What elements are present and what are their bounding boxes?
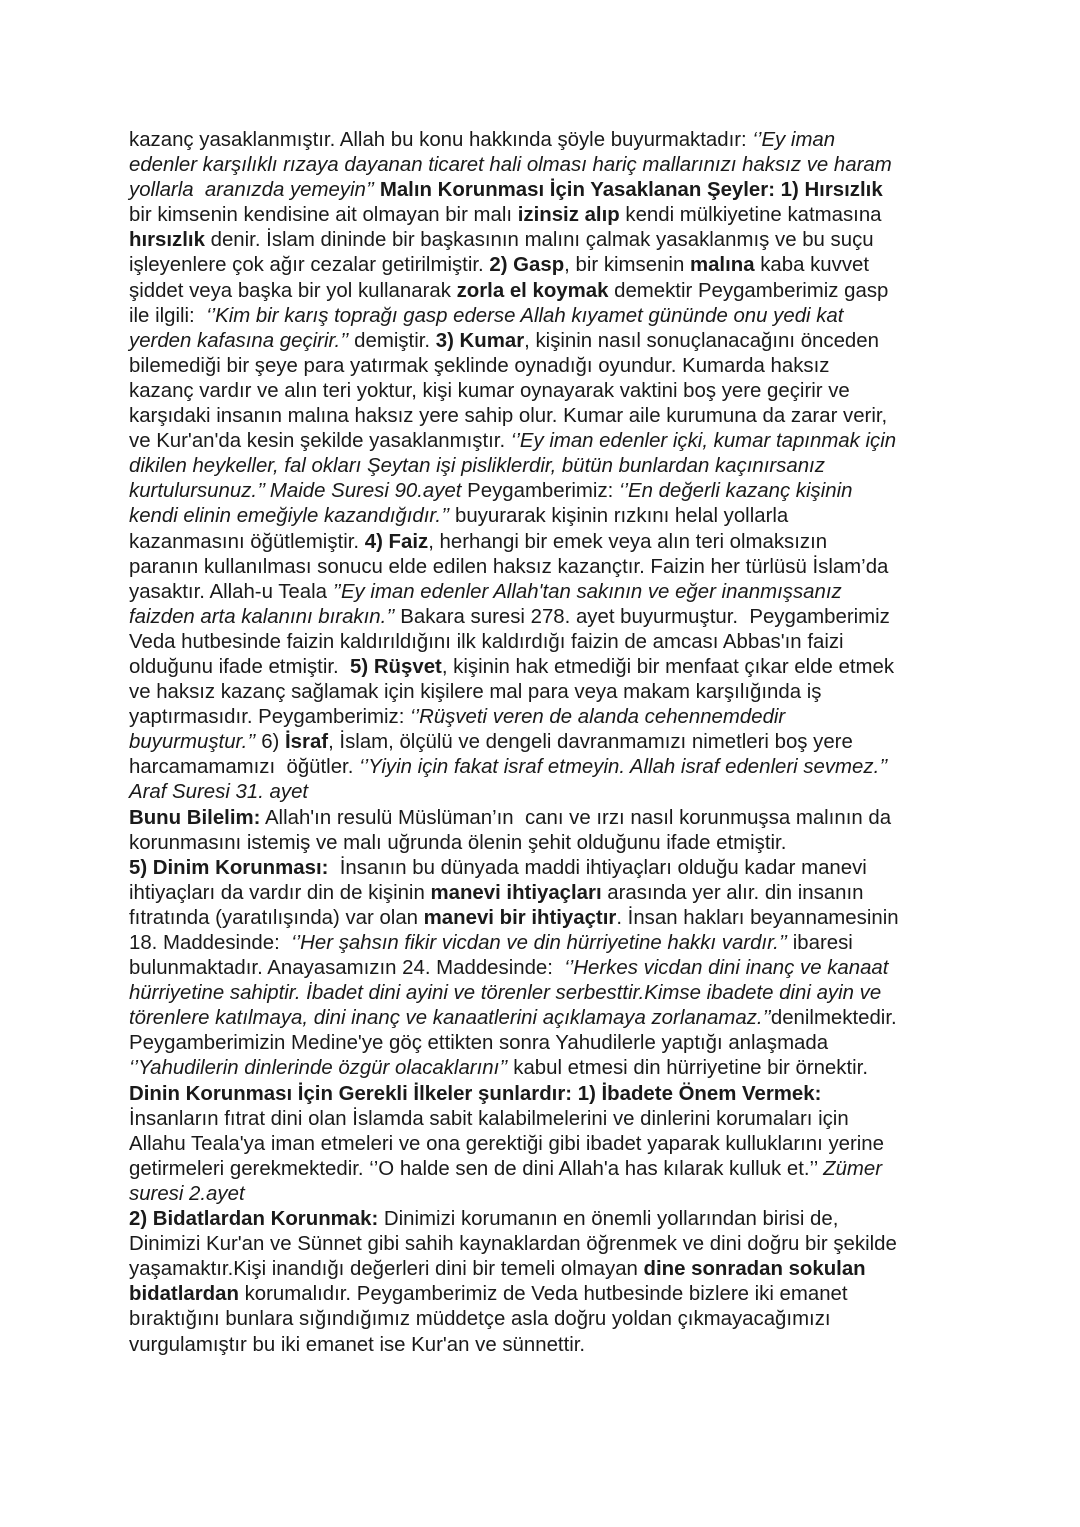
text-line: [129, 931, 959, 956]
text-line: [129, 680, 959, 705]
italic-text-run: suresi 2.ayet: [129, 1182, 245, 1205]
bold-text-run: Bunu Bilelim:: [129, 806, 261, 829]
text-line: [129, 605, 959, 630]
text-run: denir. İslam dininde bir başkasının malını çalmak yasaklanmış ve bu suçu: [204, 229, 874, 252]
text-line: [129, 1232, 959, 1257]
italic-text-run: ‘’Rüşveti veren de alanda cehennemdedir: [410, 706, 786, 729]
italic-text-run: buyurmuştur.’’: [129, 731, 256, 754]
text-run: arasında yer alır. din insanın: [601, 881, 864, 904]
bold-text-run: dine sonradan sokulan: [643, 1258, 866, 1281]
text-line: [129, 1157, 959, 1182]
text-run: kazanç vardır ve alın teri yoktur, kişi kumar oynayarak vaktini boş yere geçirir ve: [129, 379, 850, 402]
text-run: kazanç yasaklanmıştır. Allah bu konu hakkında şöyle buyurmaktadır:: [129, 129, 753, 151]
text-run: kazanmasını öğütlemiştir.: [129, 530, 365, 553]
text-line: [129, 1006, 959, 1031]
italic-text-run: ‘’Kim bir karış toprağı gasp ederse Allah kıyamet gününde onu yedi kat: [206, 304, 844, 327]
text-line: [129, 580, 959, 605]
text-run: bir kimsenin kendisine ait olmayan bir malı: [129, 204, 518, 227]
document-body: [129, 128, 959, 1358]
text-run: bulunmaktadır. Anayasamızın 24. Maddesinde:: [129, 957, 565, 980]
text-run: ile ilgili:: [129, 304, 207, 327]
text-line: [129, 906, 959, 931]
text-line: [129, 1333, 959, 1358]
text-line: [129, 630, 959, 655]
text-line: [129, 304, 959, 329]
text-line: [129, 831, 959, 856]
text-run: . İnsan hakları beyannamesinin: [616, 906, 899, 929]
text-line: [129, 429, 959, 454]
text-run: , kişinin nasıl sonuçlanacağını önceden: [524, 329, 879, 352]
text-run: yaptırmasıdır. Peygamberimiz:: [129, 706, 411, 729]
text-run: harcamamamızı öğütler.: [129, 756, 360, 779]
italic-text-run: faizden arta kalanını bırakın.’’: [129, 605, 395, 628]
text-run: Allah'ın resulü Müslüman’ın canı ve ırzı nasıl korunmuşsa malının da: [260, 806, 892, 829]
text-line: [129, 1207, 959, 1232]
text-run: ve Kur'an'da kesin şekilde yasaklanmıştır.: [129, 430, 511, 453]
text-run: olduğunu ifade etmiştir.: [129, 655, 351, 678]
text-line: [129, 806, 959, 831]
italic-text-run: Zümer: [823, 1157, 883, 1180]
bold-text-run: manevi ihtiyaçları: [430, 881, 602, 904]
bold-text-run: Dinin Korunması İçin Gerekli İlkeler şunlardır: 1) İbadete Önem Vermek:: [129, 1082, 822, 1105]
text-run: kaba kuvvet: [754, 254, 870, 277]
text-run: kendi mülkiyetine katmasına: [619, 204, 882, 227]
text-run: yasaktır. Allah-u Teala: [129, 580, 333, 603]
text-line: [129, 354, 959, 379]
text-run: bıraktığını bunlara sığındığımız müddetçe asla doğru yoldan çıkmayacağımızı: [129, 1308, 831, 1331]
italic-text-run: yollarla aranızda yemeyin’’: [129, 179, 375, 202]
text-run: işleyenlere çok ağır cezalar getirilmiştir.: [129, 254, 490, 277]
text-run: Allahu Teala'ya iman etmeleri ve ona gerektiği gibi ibadet yaparak kulluklarını yerine: [129, 1132, 884, 1155]
text-run: , İslam, ölçülü ve dengeli davranmamızı nimetleri boş yere: [328, 731, 853, 754]
italic-text-run: ’’Ey iman edenler Allah'tan sakının ve eğer inanmışsanız: [332, 580, 842, 603]
text-run: , herhangi bir emek veya alın teri olmaksızın: [428, 530, 828, 553]
bold-text-run: 2) Gasp: [489, 254, 565, 277]
text-run: bilemediği bir şeye para yatırmak şeklinde oynadığı oyundur. Kumarda haksız: [129, 354, 830, 377]
text-run: 18. Maddesinde:: [129, 932, 292, 954]
italic-text-run: dikilen heykeller, fal okları Şeytan işi pisliklerdir, bütün bunlardan kaçınırsanız: [129, 455, 825, 478]
text-run: karşıdaki insanın malına haksız yere sahip olur. Kumar aile kurumuna da zarar verir,: [129, 405, 888, 428]
text-run: demektir Peygamberimiz gasp: [608, 279, 889, 302]
text-run: denilmektedir.: [770, 1007, 897, 1030]
italic-text-run: ‘’Herkes vicdan dini inanç ve kanaat: [564, 957, 889, 980]
bold-text-run: 2) Bidatlardan Korunmak:: [129, 1208, 379, 1231]
bold-text-run: manevi bir ihtiyaçtır: [423, 906, 617, 929]
text-line: [129, 253, 959, 278]
text-run: , bir kimsenin: [564, 254, 690, 277]
text-line: [129, 454, 959, 479]
text-line: [129, 178, 959, 203]
text-line: [129, 1282, 959, 1307]
text-run: , kişinin hak etmediği bir menfaat çıkar elde etmek: [441, 655, 895, 678]
text-line: [129, 1132, 959, 1157]
text-line: [129, 1031, 959, 1056]
italic-text-run: edenler karşılıklı rızaya dayanan ticaret hali olması hariç mallarınızı haksız ve haram: [129, 154, 892, 177]
text-line: [129, 153, 959, 178]
text-run: ihtiyaçları da vardır din de kişinin: [129, 881, 431, 904]
text-run: vurgulamıştır bu iki emanet ise Kur'an ve sünnettir.: [129, 1333, 586, 1356]
text-run: şiddet veya başka bir yol kullanarak: [129, 279, 457, 302]
bold-text-run: malına: [689, 254, 755, 277]
bold-text-run: Malın Korunması İçin Yasaklanan Şeyler: 1) Hırsızlık: [379, 179, 883, 202]
text-line: [129, 655, 959, 680]
bold-text-run: 3) Kumar: [435, 329, 525, 352]
text-line: [129, 1257, 959, 1282]
text-line: [129, 881, 959, 906]
text-line: [129, 228, 959, 253]
text-line: [129, 755, 959, 780]
italic-text-run: ‘’Yahudilerin dinlerinde özgür olacaklarını’’: [129, 1057, 508, 1080]
text-run: demiştir.: [348, 329, 436, 352]
text-line: [129, 203, 959, 228]
text-line: [129, 1307, 959, 1332]
text-line: [129, 1107, 959, 1132]
text-line: [129, 530, 959, 555]
text-run: Veda hutbesinde faizin kaldırıldığını ilk kaldırdığı faizin de amcası Abbas'ın faizi: [129, 630, 844, 653]
bold-text-run: 5) Rüşvet: [350, 655, 442, 678]
bold-text-run: İsraf: [285, 731, 329, 754]
text-line: [129, 956, 959, 981]
text-run: Peygamberimiz:: [461, 480, 619, 503]
text-run: buyurarak kişinin rızkını helal yollarla: [449, 505, 789, 528]
text-run: fıtratında (yaratılışında) var olan: [129, 906, 424, 929]
text-run: Bakara suresi 278. ayet buyurmuştur. Peygamberimiz: [394, 605, 890, 628]
text-line: [129, 379, 959, 404]
text-run: ve haksız kazanç sağlamak için kişilere mal para veya makam karşılığında iş: [129, 681, 822, 704]
bold-text-run: izinsiz alıp: [517, 204, 620, 227]
text-line: [129, 128, 959, 153]
text-line: [129, 279, 959, 304]
text-run: Dinimizi Kur'an ve Sünnet gibi sahih kaynaklardan öğrenmek ve dini doğru bir şekilde: [129, 1233, 897, 1256]
text-line: [129, 479, 959, 504]
bold-text-run: bidatlardan: [129, 1283, 239, 1306]
text-line: [129, 555, 959, 580]
italic-text-run: ‘’Ey iman edenler içki, kumar tapınmak için: [510, 430, 897, 453]
text-run: paranın kullanılması sonucu elde edilen haksız kazançtır. Faizin her türlüsü İslam’da: [129, 555, 889, 578]
italic-text-run: kendi elinin emeğiyle kazandığıdır.’’: [129, 505, 450, 528]
text-run: Peygamberimizin Medine'ye göç ettikten sonra Yahudilerle yaptığı anlaşmada: [129, 1032, 829, 1055]
bold-text-run: zorla el koymak: [456, 279, 609, 302]
bold-text-run: 4) Faiz: [364, 530, 429, 553]
text-run: korunmasını istemiş ve malı uğrunda ölenin şehit olduğunu ifade etmiştir.: [129, 831, 787, 854]
text-run: kabul etmesi din hürriyetine bir örnektir.: [507, 1057, 868, 1080]
text-line: [129, 981, 959, 1006]
italic-text-run: ‘’Her şahsın fikir vicdan ve din hürriyetine hakkı vardır.’’: [291, 932, 788, 954]
text-line: [129, 780, 959, 805]
text-run: 6): [255, 731, 286, 754]
text-run: yaşamaktır.Kişi inandığı değerleri dini bir temeli olmayan: [129, 1258, 644, 1281]
text-run: Dinimizi korumanın en önemli yollarından birisi de,: [378, 1208, 839, 1231]
text-line: [129, 329, 959, 354]
italic-text-run: Araf Suresi 31. ayet: [129, 781, 309, 804]
text-line: [129, 1082, 959, 1107]
italic-text-run: ‘’En değerli kazanç kişinin: [618, 480, 853, 503]
text-run: İnsanın bu dünyada maddi ihtiyaçları olduğu kadar manevi: [328, 856, 867, 879]
text-line: [129, 504, 959, 529]
text-run: getirmeleri gerekmektedir. ‘’O halde sen de dini Allah'a has kılarak kulluk et.’’: [129, 1157, 824, 1180]
text-run: korumalıdır. Peygamberimiz de Veda hutbesinde bizlere iki emanet: [238, 1283, 848, 1306]
italic-text-run: ‘’Yiyin için fakat israf etmeyin. Allah israf edenleri sevmez.’’: [359, 756, 888, 779]
text-line: [129, 856, 959, 881]
italic-text-run: yerden kafasına geçirir.’’: [129, 329, 349, 352]
text-run: ibaresi: [787, 932, 853, 954]
text-line: [129, 1182, 959, 1207]
italic-text-run: kurtulursunuz.’’ Maide Suresi 90.ayet: [129, 480, 462, 503]
bold-text-run: 5) Dinim Korunması:: [129, 856, 329, 879]
text-line: [129, 1056, 959, 1081]
italic-text-run: hürriyetine sahiptir. İbadet dini ayini ve törenler serbesttir.Kimse ibadete dini ayin ve: [129, 982, 882, 1005]
bold-text-run: hırsızlık: [129, 229, 205, 252]
text-line: [129, 705, 959, 730]
italic-text-run: ‘’Ey iman: [752, 129, 836, 151]
text-run: İnsanların fıtrat dini olan İslamda sabit kalabilmelerini ve dinlerini korumaları için: [129, 1107, 849, 1130]
italic-text-run: törenlere katılmaya, dini inanç ve kanaatlerini açıklamaya zorlanamaz.’’: [129, 1007, 771, 1030]
text-line: [129, 404, 959, 429]
text-line: [129, 730, 959, 755]
